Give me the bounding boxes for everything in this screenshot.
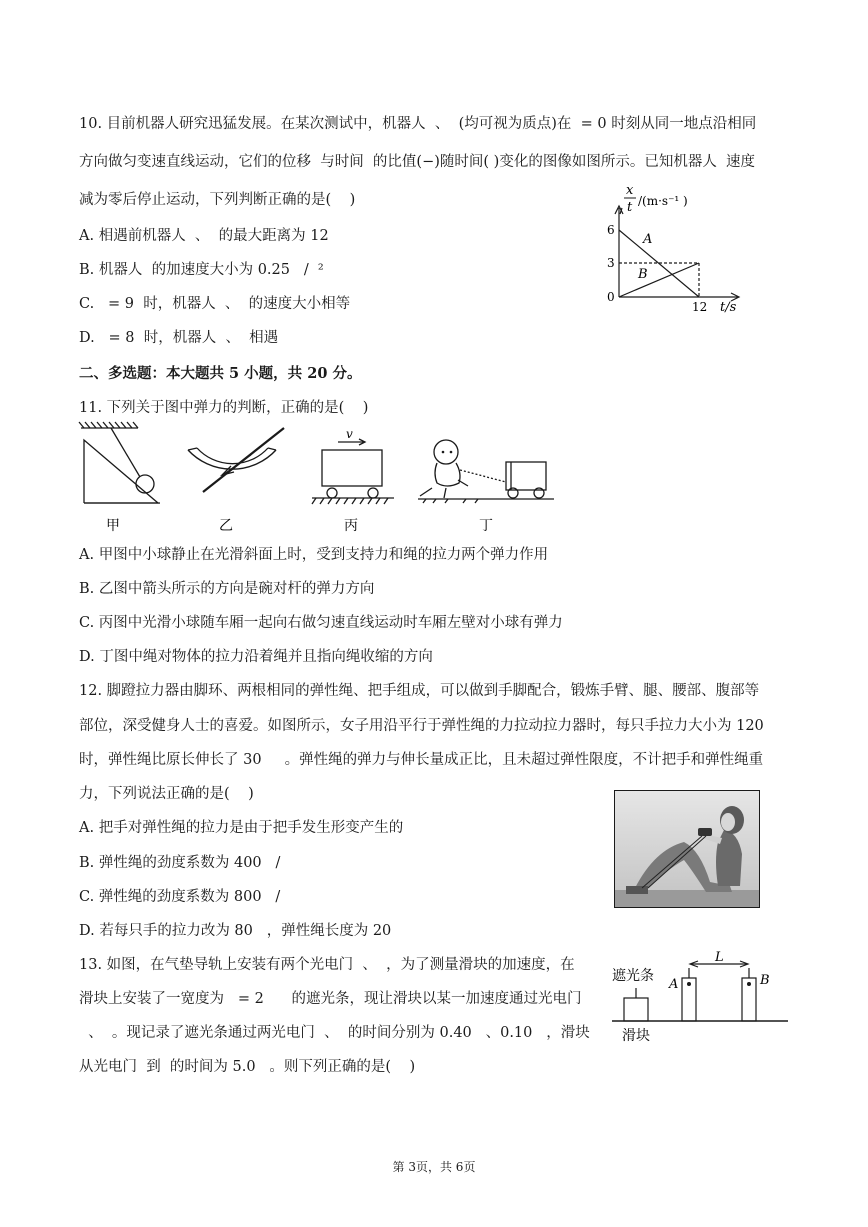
q10-option-c: C. = 9 时，机器人 、 的速度大小相等 [79,296,351,312]
graph-label-b: B [638,267,648,282]
q11-fig-velocity-label: v [346,427,353,441]
graph-tick-6: 6 [607,223,615,237]
graph-tick-12: 12 [692,300,708,314]
graph-y-num: x [626,183,634,198]
q12-line-2: 部位，深受健身人士的喜爱。如图所示，女子用沿平行于弹性绳的力拉动拉力器时，每只手拉力大小为 120 [79,718,764,734]
q12-option-d: D. 若每只手的拉力改为 80 ，弹性绳长度为 20 [79,923,392,939]
q13-line-3: 、 。现记录了遮光条通过两光电门 、 的时间分别为 0.40 、0.10 ，滑块 [79,1025,590,1041]
q12-line-4: 力，下列说法正确的是( ) [79,786,254,802]
q10-option-d: D. = 8 时，机器人 、 相遇 [79,330,279,346]
q10-option-b: B. 机器人 的加速度大小为 0.25 / ² [79,262,324,278]
q13-distance-label: L [715,950,724,965]
q13-slider-label: 滑块 [622,1028,650,1044]
q12-line-3: 时，弹性绳比原长伸长了 30 。弹性绳的弹力与伸长量成正比，且未超过弹性限度，不计把手和弹性绳重 [79,752,764,768]
q10-line-2: 方向做匀变速直线运动，它们的位移 与时间 的比值(−)随时间( )变化的图像如图所示。已知机器人 速度 [79,154,756,170]
q11-figures [76,420,556,538]
q10-option-a: A. 相遇前机器人 、 的最大距离为 12 [79,228,329,244]
graph-tick-0: 0 [607,290,615,304]
q13-strip-label: 遮光条 [612,968,654,984]
section-2-heading: 二、多选题：本大题共 5 小题，共 20 分。 [79,365,362,382]
q11-fig-label-ding: 丁 [479,518,493,534]
q11-fig-label-bing: 丙 [344,518,358,534]
q10-xt-graph [598,180,768,315]
page-footer: 第 3页，共 6页 [392,1160,476,1174]
graph-label-a: A [643,232,653,247]
q13-gate-a-label: A [669,977,679,992]
q10-line-1: 10. 目前机器人研究迅猛发展。在某次测试中，机器人 、 (均可视为质点)在 = 0 时刻从同一地点沿相同 [79,116,757,132]
graph-x-label: t/s [720,300,737,315]
q11-option-a: A. 甲图中小球静止在光滑斜面上时，受到支持力和绳的拉力两个弹力作用 [79,547,549,563]
q12-line-1: 12. 脚蹬拉力器由脚环、两根相同的弹性绳、把手组成，可以做到手脚配合，锻炼手臂、腿、腰部、腹部等 [79,683,760,699]
q13-gate-b-label: B [760,973,770,988]
q12-option-c: C. 弹性绳的劲度系数为 800 / [79,889,281,905]
q11-stem: 11. 下列关于图中弹力的判断，正确的是( ) [79,400,369,416]
graph-tick-3: 3 [607,256,615,270]
q11-option-b: B. 乙图中箭头所示的方向是碗对杆的弹力方向 [79,581,375,597]
q11-option-c: C. 丙图中光滑小球随车厢一起向右做匀速直线运动时车厢左壁对小球有弹力 [79,615,563,631]
q11-option-d: D. 丁图中绳对物体的拉力沿着绳并且指向绳收缩的方向 [79,649,433,665]
q13-line-2: 滑块上安装了一宽度为 = 2 的遮光条，现让滑块以某一加速度通过光电门 [79,991,582,1007]
graph-y-unit: /(m·s⁻¹ ) [638,194,688,208]
q12-option-b: B. 弹性绳的劲度系数为 400 / [79,855,281,871]
q13-line-4: 从光电门 到 的时间为 5.0 。则下列正确的是( ) [79,1059,416,1075]
q11-fig-label-jia: 甲 [106,518,120,534]
q13-photogate-diagram [608,948,792,1048]
q11-fig-label-yi: 乙 [219,518,233,534]
q13-line-1: 13. 如图，在气垫导轨上安装有两个光电门 、 ，为了测量滑块的加速度，在 [79,957,575,973]
q12-option-a: A. 把手对弹性绳的拉力是由于把手发生形变产生的 [79,820,404,836]
q10-line-3: 减为零后停止运动，下列判断正确的是( ) [79,192,356,208]
graph-y-den: t [627,200,633,215]
q12-exercise-photo [614,790,760,908]
